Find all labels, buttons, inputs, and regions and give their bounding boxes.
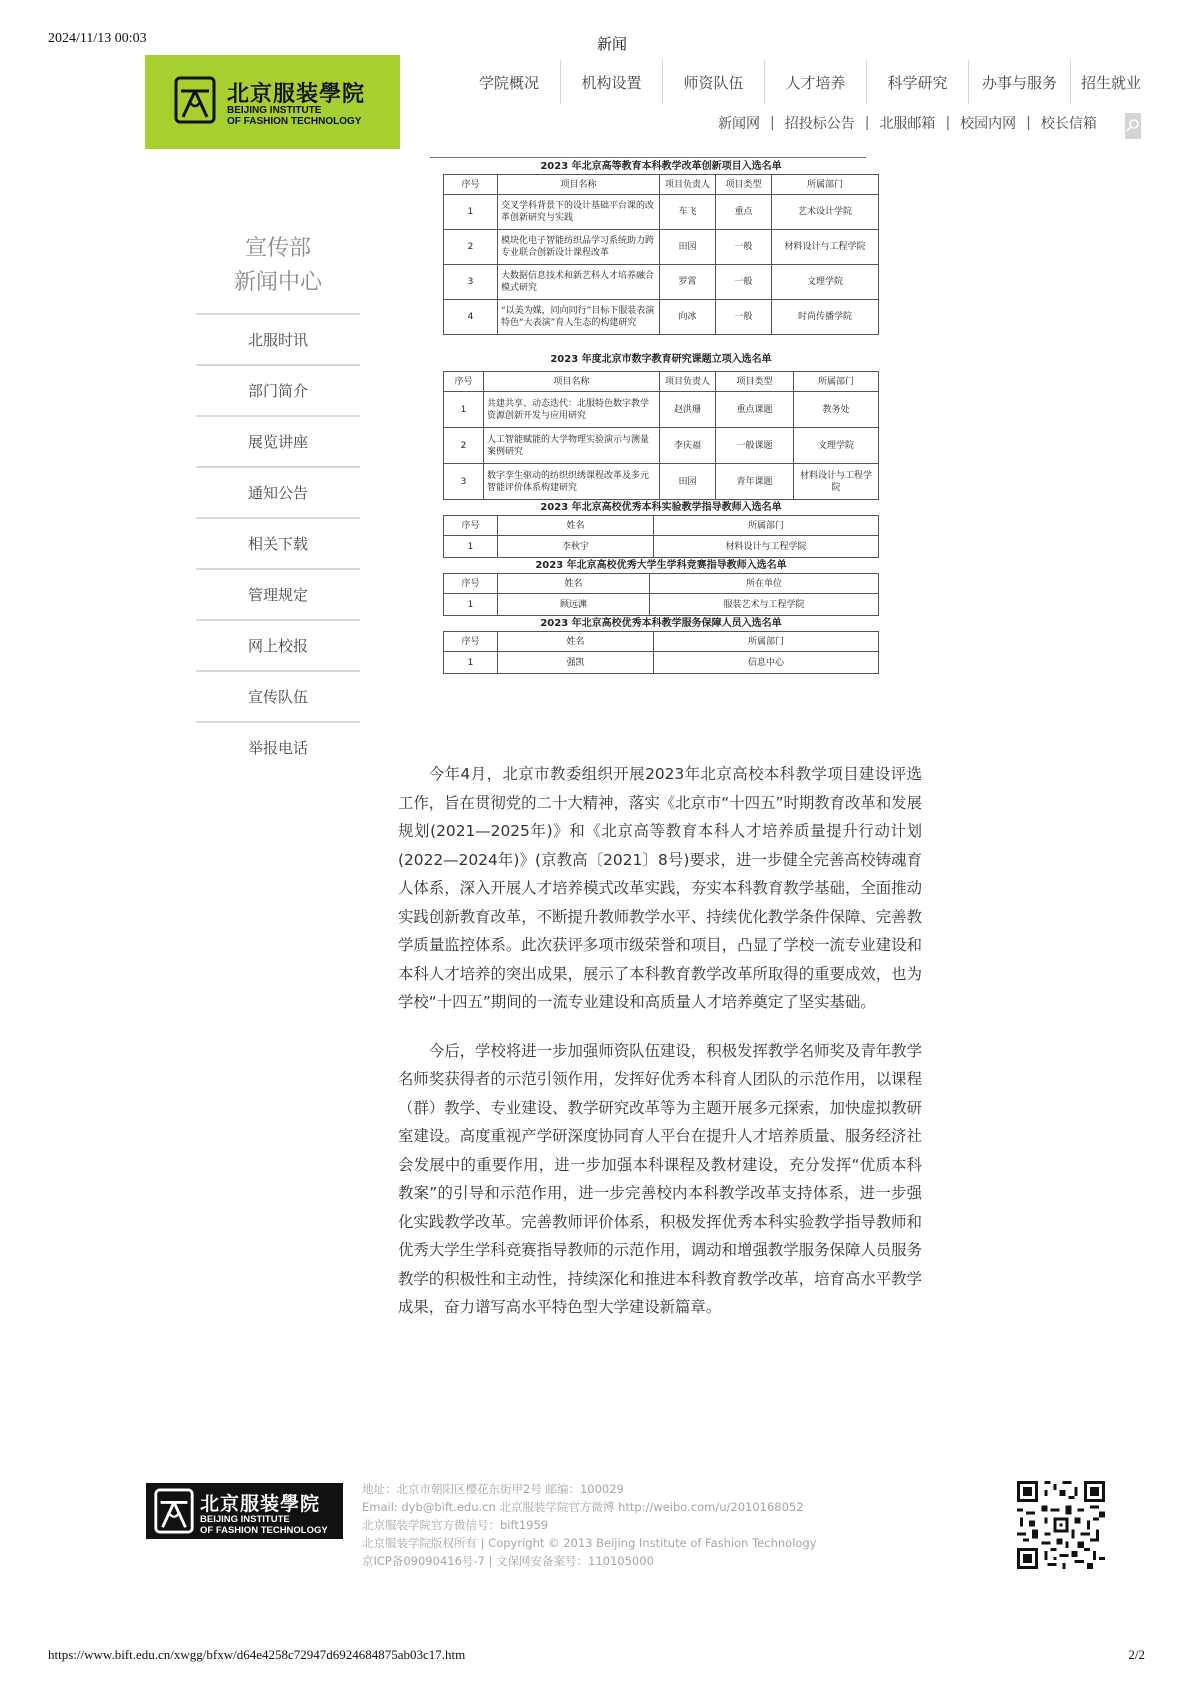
cropped-table-edge (430, 148, 866, 158)
print-title: 新闻 (596, 35, 627, 53)
table-row (444, 536, 879, 558)
logo-chinese-name: 北京服装學院 (200, 1493, 321, 1515)
sidebar-item-report-hotline[interactable]: 举报电话 (196, 721, 360, 772)
article-paragraph: 今年4月，北京市教委组织开展2023年北京高校本科教学项目建设评选工作，旨在贯彻党的二十大精神，落实《北京市“十四五”时期教育改革和发展规划(2021—2025年)》和《北京高等教育本科人才培养质量提升行动计划(2022—2024年)》(京教高〔2021〕8号)要求，进一步健全完善高校铸魂育人体系，深入开展人才培养模式改革实践，夯实本科教育教学基础，全面推动实践创新教育改革，不断提升教师教学水平、持续优化教学条件保障、完善教学质量监控体系。此次获评多项市级荣誉和项目，凸显了学校一流专业建设和本科人才培养的突出成果，展示了本科教育教学改革所取得的重要成效，也为学校“十四五”期间的一流专业建设和高质量人才培养奠定了坚实基础。 (398, 765, 922, 1011)
header-logo[interactable] (145, 55, 400, 149)
nav-item-organization[interactable]: 机构设置 (560, 60, 662, 104)
print-page-number: 2/2 (1128, 1647, 1145, 1662)
logo-english-name: BEIJING INSTITUTE OF FASHION TECHNOLOGY (227, 105, 362, 127)
footer-info (362, 1480, 817, 1570)
table-cell: 服装艺术与工程学院 (650, 594, 879, 616)
article-paragraph: 今后，学校将进一步加强师资队伍建设，积极发挥教学名师奖及青年教学名师奖获得者的示范引领作用，发挥好优秀本科育人团队的示范作用，以课程（群）教学、专业建设、教学研究改革等为主题开展多元探索，加快虚拟教研室建设。高度重视产学研深度协同育人平台在提升人才培养质量、服务经济社会发展中的重要作用，进一步加强本科课程及教材建设，充分发挥“优质本科教案”的引导和示范作用，进一步完善校内本科教学改革支持体系，进一步强化实践教学改革。完善教师评价体系，积极发挥优秀本科实验教学指导教师和优秀大学生学科竞赛指导教师的示范作用，调动和增强教学服务保障人员服务教学的积极性和主动性，持续深化和推进本科教育教学改革，培育高水平教学成果，奋力谱写高水平特色型大学建设新篇章。 (398, 1041, 922, 1316)
table-cell: 一般课题 (716, 428, 794, 464)
table-cell: 1 (444, 392, 484, 428)
table-header: 姓名 (498, 516, 654, 536)
search-button[interactable] (1125, 113, 1141, 139)
table-cell: 1 (444, 594, 498, 616)
data-table (443, 515, 879, 558)
qr-code-icon (1017, 1481, 1105, 1569)
table-title: 2023 年北京高校优秀本科实验教学指导教师入选名单 (540, 502, 782, 513)
table-row (444, 300, 879, 335)
table-cell: 重点课题 (716, 392, 794, 428)
subnav-president-mailbox[interactable]: 校长信箱 (1040, 116, 1097, 132)
data-table (443, 174, 879, 335)
footer-copyright: 北京服装学院版权所有 | Copyright © 2013 Beijing Institute of Fashion Technology (362, 1536, 817, 1550)
data-table (443, 371, 879, 500)
nav-item-admissions[interactable]: 招生就业 (1070, 60, 1130, 104)
table-title: 2023 年北京高等教育本科教学改革创新项目入选名单 (540, 161, 782, 172)
sidebar-item-online-newspaper[interactable]: 网上校报 (196, 619, 360, 670)
table-cell: 共建共享、动态迭代：北服特色数字教学资源创新开发与应用研究 (484, 392, 660, 428)
subnav-intranet[interactable]: 校园内网 (960, 116, 1017, 132)
table-title: 2023 年北京高校优秀大学生学科竞赛指导教师入选名单 (535, 560, 787, 571)
table-cell: 模块化电子智能纺织品学习系统助力跨专业联合创新设计课程改革 (498, 230, 660, 265)
table-cell: 强凯 (498, 652, 654, 674)
nav-item-faculty[interactable]: 师资队伍 (662, 60, 764, 104)
sidebar-menu (196, 313, 360, 772)
sidebar-item-regulations[interactable]: 管理规定 (196, 568, 360, 619)
logo-chinese-name: 北京服装學院 (227, 81, 366, 107)
article-tables (396, 148, 926, 674)
table-cell: 赵洪珊 (660, 392, 716, 428)
table-row (444, 464, 879, 500)
nav-item-services[interactable]: 办事与服务 (968, 60, 1070, 104)
table-header: 项目类型 (716, 175, 772, 195)
subnav-mail[interactable]: 北服邮箱 (879, 116, 936, 132)
table-cell: 信息中心 (654, 652, 879, 674)
table-header: 项目名称 (498, 175, 660, 195)
footer-wechat: 北京服装学院官方微信号：bift1959 (362, 1518, 549, 1532)
logo-english-name: BEIJING INSTITUTE OF FASHION TECHNOLOGY (200, 1514, 328, 1536)
print-date: 2024/11/13 00:03 (48, 31, 147, 46)
sidebar-item-exhibitions[interactable]: 展览讲座 (196, 415, 360, 466)
table-cell: 数字孪生驱动的纺织织绣课程改革及多元智能评价体系构建研究 (484, 464, 660, 500)
table-cell: 2 (444, 230, 498, 265)
table-cell: 材料设计与工程学院 (794, 464, 879, 500)
table-cell: 4 (444, 300, 498, 335)
table-row (444, 594, 879, 616)
table-cell: 青年课题 (716, 464, 794, 500)
table-header: 序号 (444, 574, 498, 594)
table-cell: 李庆福 (660, 428, 716, 464)
table-cell: 1 (444, 652, 498, 674)
nav-item-about[interactable]: 学院概况 (478, 73, 539, 92)
table-row (444, 230, 879, 265)
table-header: 序号 (444, 175, 498, 195)
table-cell: 材料设计与工程学院 (772, 230, 879, 265)
table-row (444, 392, 879, 428)
main-navigation (458, 60, 1142, 104)
table-header: 所属部门 (772, 175, 879, 195)
table-cell: 李秋宇 (498, 536, 654, 558)
nav-item-education[interactable]: 人才培养 (764, 60, 866, 104)
table-cell: 车飞 (660, 195, 716, 230)
footer-email-weibo[interactable]: Email: dyb@bift.edu.cn 北京服装学院官方微博 http://weibo.com/u/2010168052 (362, 1500, 804, 1514)
table-row (444, 428, 879, 464)
table-header: 项目类型 (716, 372, 794, 392)
table-header: 项目负责人 (660, 372, 716, 392)
table-cell: 交叉学科背景下的设计基础平台课的改革创新研究与实践 (498, 195, 660, 230)
table-header: 姓名 (498, 632, 654, 652)
footer-logo[interactable] (146, 1483, 343, 1539)
table-row (444, 265, 879, 300)
table-cell: “以美为媒，同向同行”目标下服装表演特色“大表演”育人生态的构建研究 (498, 300, 660, 335)
table-cell: 材料设计与工程学院 (654, 536, 879, 558)
footer-icp[interactable]: 京ICP备09090416号-7 | 文保网安备案号：110105000 (362, 1554, 654, 1568)
sidebar-title: 宣传部 新闻中心 (233, 236, 322, 295)
subnav-separator: | (770, 115, 775, 131)
table-cell: 文理学院 (772, 265, 879, 300)
sidebar-item-downloads[interactable]: 相关下载 (196, 517, 360, 568)
table-header: 所在单位 (650, 574, 879, 594)
subnav-separator: | (864, 115, 870, 131)
data-table (443, 573, 879, 616)
subnav-separator: | (1026, 115, 1031, 131)
nav-item-research[interactable]: 科学研究 (866, 60, 968, 104)
subnav-bidding[interactable]: 招投标公告 (784, 116, 855, 132)
table-cell: 时尚传播学院 (772, 300, 879, 335)
table-header: 序号 (444, 372, 484, 392)
table-cell: 顾远渊 (498, 594, 650, 616)
table-cell: 一般 (716, 300, 772, 335)
table-header: 所属部门 (794, 372, 879, 392)
sidebar-item-notices[interactable]: 通知公告 (196, 466, 360, 517)
table-cell: 一般 (716, 265, 772, 300)
table-cell: 向冰 (660, 300, 716, 335)
table-cell: 1 (444, 536, 498, 558)
table-cell: 3 (444, 265, 498, 300)
table-cell: 田园 (660, 230, 716, 265)
table-cell: 文理学院 (794, 428, 879, 464)
table-row (444, 652, 879, 674)
subnav-separator: | (945, 115, 951, 131)
table-cell: 罗霄 (660, 265, 716, 300)
table-header: 所属部门 (654, 632, 879, 652)
table-row (444, 195, 879, 230)
table-cell: 一般 (716, 230, 772, 265)
sidebar-item-campus-news[interactable]: 北服时讯 (196, 313, 360, 364)
table-header: 序号 (444, 516, 498, 536)
subnav-news[interactable]: 新闻网 (718, 116, 760, 132)
logo-emblem-icon (154, 1489, 194, 1533)
data-table (443, 631, 879, 674)
logo-emblem-icon (175, 77, 215, 123)
sidebar-item-department-intro[interactable]: 部门简介 (196, 364, 360, 415)
table-cell: 教务处 (794, 392, 879, 428)
table-header: 姓名 (498, 574, 650, 594)
table-header: 序号 (444, 632, 498, 652)
table-cell: 人工智能赋能的大学物理实验演示与测量案例研究 (484, 428, 660, 464)
table-header: 所属部门 (654, 516, 879, 536)
footer-address: 地址：北京市朝阳区樱花东街甲2号 邮编：100029 (362, 1482, 624, 1496)
table-title: 2023 年北京高校优秀本科教学服务保障人员入选名单 (540, 618, 782, 629)
table-title: 2023 年度北京市数字教育研究课题立项入选名单 (550, 354, 772, 365)
table-header: 项目名称 (484, 372, 660, 392)
table-cell: 重点 (716, 195, 772, 230)
secondary-navigation (718, 113, 1097, 133)
table-cell: 大数据信息技术和新艺科人才培养融合模式研究 (498, 265, 660, 300)
table-cell: 2 (444, 428, 484, 464)
sidebar-item-publicity-team[interactable]: 宣传队伍 (196, 670, 360, 721)
table-cell: 1 (444, 195, 498, 230)
table-header: 项目负责人 (660, 175, 716, 195)
article-body (398, 760, 922, 1342)
search-icon (1125, 113, 1141, 139)
table-cell: 3 (444, 464, 484, 500)
table-cell: 田园 (660, 464, 716, 500)
table-cell: 艺术设计学院 (772, 195, 879, 230)
print-url: https://www.bift.edu.cn/xwgg/bfxw/d64e4258c72947d6924684875ab03c17.htm (48, 1647, 466, 1662)
